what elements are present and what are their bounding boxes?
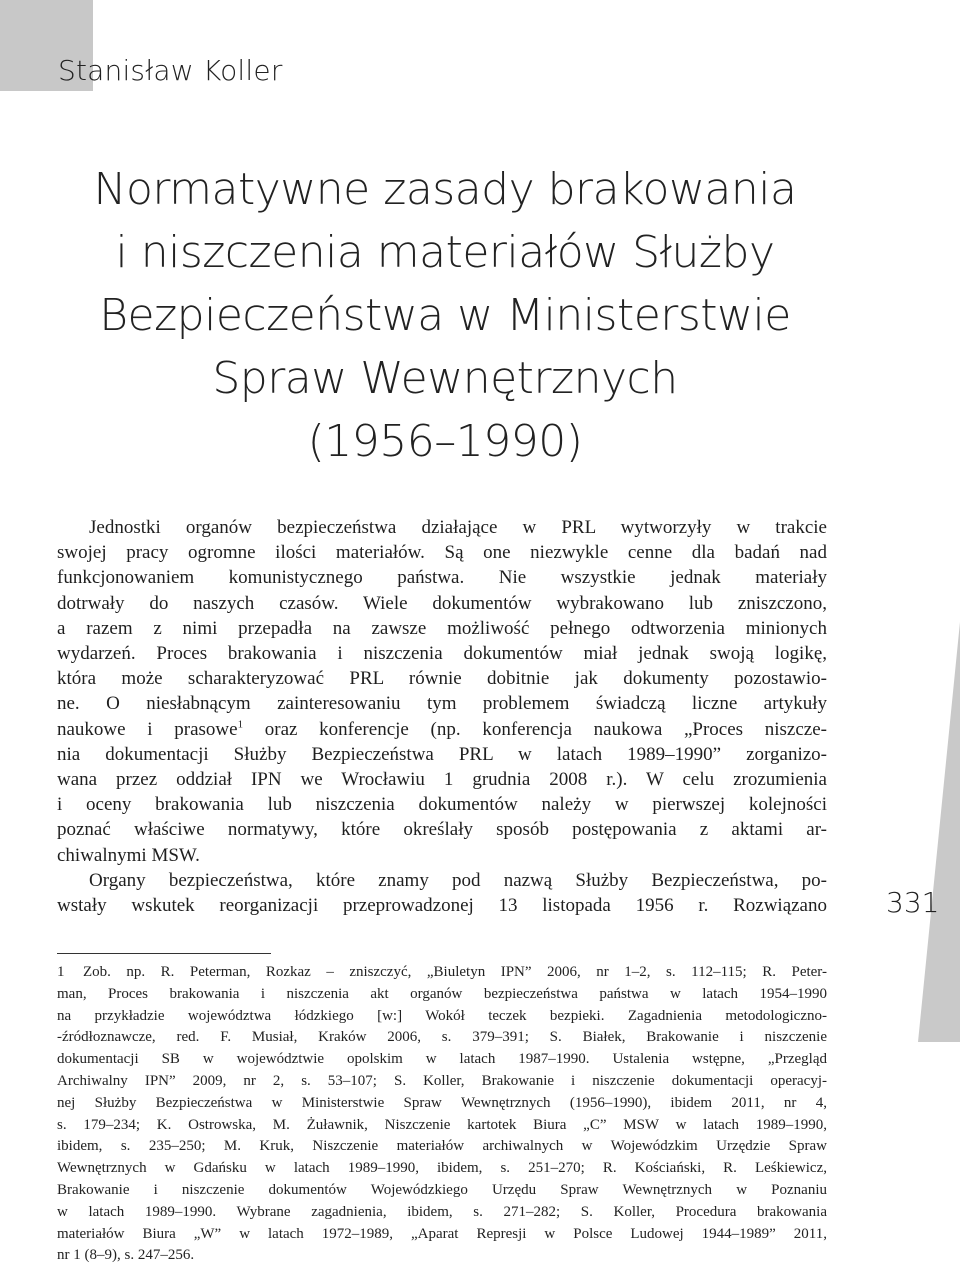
footnote — [57, 962, 827, 1267]
body-line: Organy bezpieczeństwa, które znamy pod nazwą Służby Bezpieczeństwa, po- — [89, 869, 827, 891]
body-line: i oceny brakowania lub niszczenia dokumentów należy w pierwszej kolejności — [57, 794, 827, 816]
article-title — [60, 158, 830, 473]
body-text: oraz konferencje (np. konferencja naukowa „Proces niszcze- — [243, 718, 827, 740]
body-line: poznać właściwe normatywy, które określały sposób postępowania z aktami ar- — [57, 819, 827, 841]
footnote-line: ibidem, s. 235–250; M. Kruk, Niszczenie materiałów archiwalnych w Wojewódzkim Urzędzie Spraw — [57, 1138, 827, 1155]
footnote-line: Wewnętrznych w Gdańsku w latach 1989–1990, ibidem, s. 251–270; R. Kościański, R. Leśkiewicz, — [57, 1160, 827, 1177]
body-line: Jednostki organów bezpieczeństwa działające w PRL wytworzyły w trakcie — [89, 517, 827, 538]
footnote-line: dokumentacji SB w województwie opolskim w latach 1987–1990. Ustalenia wstępne, „Przegląd — [57, 1051, 827, 1068]
footnote-line: -źródłoznawcze, red. F. Musiał, Kraków 2006, s. 379–391; S. Białek, Brakowanie i niszczenie — [57, 1029, 827, 1046]
title-line: Bezpieczeństwa w Ministerstwie — [99, 290, 791, 341]
footnote-line: nr 1 (8–9), s. 247–256. — [57, 1247, 195, 1264]
title-line: Spraw Wewnętrznych — [212, 353, 678, 404]
footnote-line: na przykładzie województwa łódzkiego [w:] Wokół teczek bezpieki. Zagadnienia metodologiczno- — [57, 1007, 827, 1024]
body-text: naukowe i prasowe — [57, 718, 238, 740]
body-line: wstały wskutek reorganizacji przeprowadzonej 13 listopada 1956 r. Rozwiązano — [57, 895, 827, 917]
body-line: a razem z nimi przepadła na zawsze możliwość pełnego odtworzenia minionych — [57, 617, 827, 639]
body-line: funkcjonowaniem komunistycznego państwa. Nie wszystkie jednak materiały — [57, 567, 827, 589]
body-line-with-footnote — [57, 717, 827, 742]
footnote-line: s. 179–234; K. Ostrowska, M. Żuławnik, Niszczenie kartotek Biura „C” MSW w latach 1989–1990, — [57, 1116, 827, 1133]
footnote-line — [57, 962, 827, 984]
body-line: chiwalnymi MSW. — [57, 844, 200, 866]
body-line: wana przez oddział IPN we Wrocławiu 1 grudnia 2008 r.). W celu zrozumienia — [57, 769, 827, 791]
footnote-separator — [57, 953, 271, 954]
title-line: i niszczenia materiałów Służby — [115, 227, 775, 278]
footnote-text: Zob. np. R. Peterman, Rozkaz – zniszczyć, „Biuletyn IPN” 2006, nr 1–2, s. 112–115; R. Peter- — [83, 964, 827, 980]
footnote-line: w latach 1989–1990. Wybrane zagadnienia, ibidem, s. 271–282; S. Koller, Procedura brakowania — [57, 1203, 827, 1220]
footnote-reference[interactable]: 1 — [237, 718, 244, 731]
footnote-line: materiałów Biura „W” w latach 1972–1989, „Aparat Represji w Polsce Ludowej 1944–1989” 2011, — [57, 1225, 827, 1242]
side-tab-decoration — [918, 622, 960, 1042]
body-line: nia dokumentacji Służby Bezpieczeństwa PRL w latach 1989–1990” zorganizo- — [57, 743, 827, 765]
body-line: która może scharakteryzować PRL równie dobitnie jak dokumenty pozostawio- — [57, 668, 827, 690]
footnote-mark: 1 — [57, 964, 65, 980]
footnote-line: man, Proces brakowania i niszczenia akt organów bezpieczeństwa państwa w latach 1954–1990 — [57, 985, 827, 1002]
body-line: dotrwały do naszych czasów. Wiele dokumentów wybrakowano lub zniszczono, — [57, 592, 827, 614]
footnote-line: nej Służby Bezpieczeństwa w Ministerstwie Spraw Wewnętrznych (1956–1990), ibidem 2011, nr 4, — [57, 1094, 827, 1111]
page-number: 331 — [886, 886, 940, 919]
footnote-line: Archiwalny IPN” 2009, nr 2, s. 53–107; S. Koller, Brakowanie i niszczenie dokumentacji operacyj- — [57, 1072, 827, 1089]
body-line: swojej pracy ogromne ilości materiałów. Są one niezwykle cenne dla badań nad — [57, 542, 827, 564]
footnote-line: Brakowanie i niszczenie dokumentów Wojewódzkiego Urzędu Spraw Wewnętrznych w Poznaniu — [57, 1181, 827, 1198]
author-name: Stanisław Koller — [58, 54, 283, 87]
body-line: ne. O niesłabnącym zainteresowaniu tym problemem świadczą liczne artykuły — [57, 693, 827, 715]
article-body — [57, 515, 827, 918]
title-line: (1956–1990) — [307, 416, 583, 467]
body-line: wydarzeń. Proces brakowania i niszczenia dokumentów miał jednak swoją logikę, — [57, 643, 827, 665]
title-line: Normatywne zasady brakowania — [93, 164, 797, 215]
